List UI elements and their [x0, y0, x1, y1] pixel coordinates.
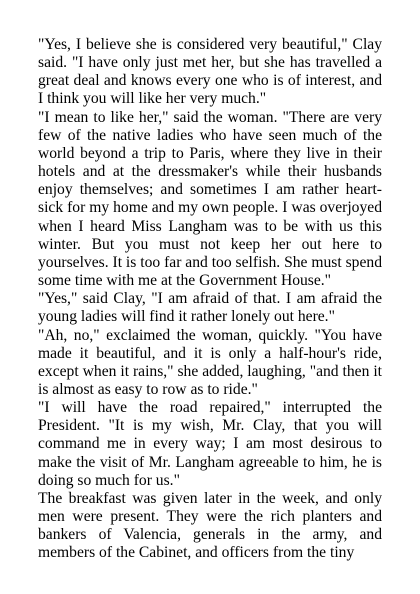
paragraph-1: "Yes, I believe she is considered very beautiful," Clay said. "I have only just met her, but she has travelled a great deal and knows every one who is of interest, and I think you will like her very much." — [38, 36, 382, 108]
paragraph-3: "Yes," said Clay, "I am afraid of that. I am afraid the young ladies will find it rather lonely out here." — [38, 290, 382, 326]
paragraph-4: "Ah, no," exclaimed the woman, quickly. "You have made it beautiful, and it is only a half-hour's ride, except when it rains," she added, laughing, "and then it is almost as easy to row as to ride." — [38, 326, 382, 398]
paragraph-5: "I will have the road repaired," interrupted the President. "It is my wish, Mr. Clay, that you will command me in every way; I am most desirous to make the visit of Mr. Langham agreeable to him, he is doing so much for us." — [38, 399, 382, 489]
paragraph-2: "I mean to like her," said the woman. "There are very few of the native ladies who have seen much of the world beyond a trip to Paris, where they live in their hotels and at the dressmaker's while their husbands enjoy themselves; and sometimes I am rather heart-sick for my home and my own people. I was overjoyed when I heard Miss Langham was to be with us this winter. But you must not keep her out here to yourselves. It is too far and too selfish. She must spend some time with me at the Government House." — [38, 108, 382, 290]
paragraph-6: The breakfast was given later in the week, and only men were present. They were the rich planters and bankers of Valencia, generals in the army, and members of the Cabinet, and officers from the tiny — [38, 489, 382, 562]
page-text — [38, 36, 382, 563]
